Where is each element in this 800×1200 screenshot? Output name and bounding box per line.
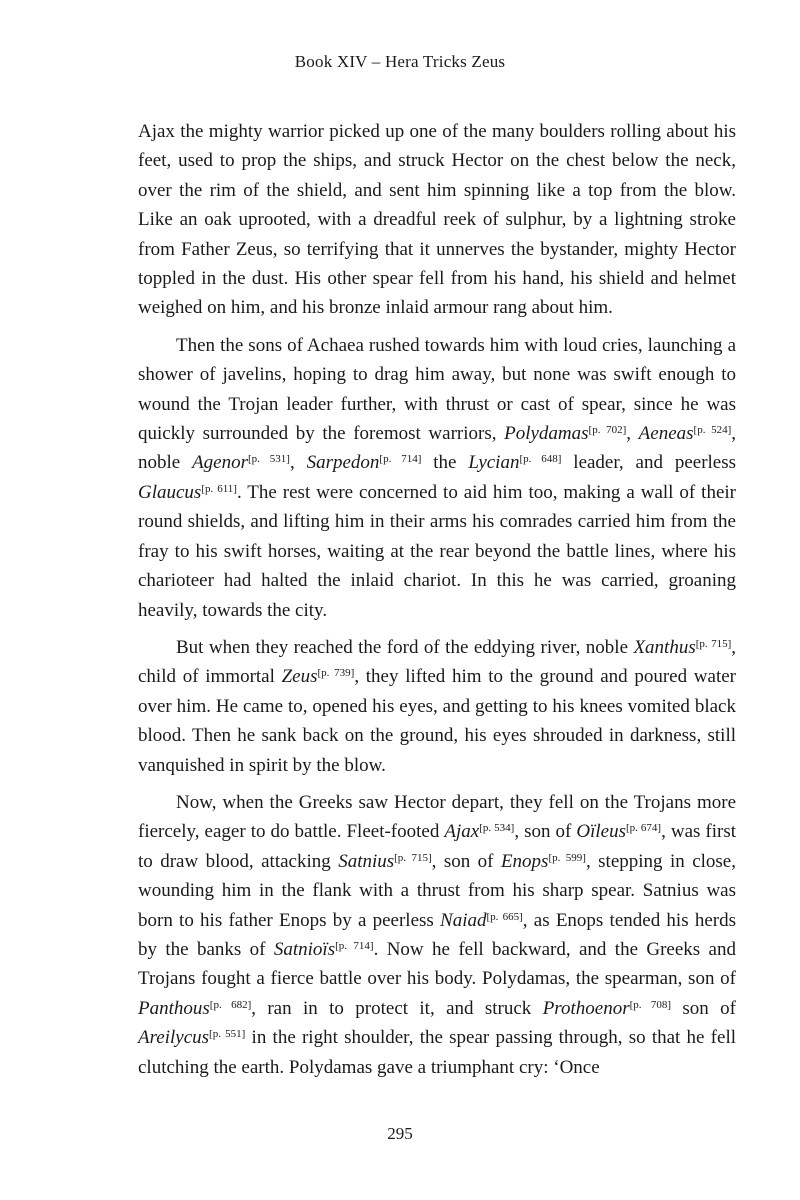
text-run: But when they reached the ford of the eddying river, noble bbox=[176, 636, 634, 658]
name-term: Areilycus bbox=[138, 1027, 210, 1049]
name-term: Agenor bbox=[192, 452, 249, 474]
name-term: Xanthus bbox=[633, 636, 696, 658]
paragraph-2 bbox=[138, 331, 736, 625]
page-number: 295 bbox=[387, 1124, 413, 1143]
name-term: Prothoenor bbox=[542, 997, 630, 1019]
page-reference: [p. 534] bbox=[479, 822, 515, 835]
name-term: Polydamas bbox=[504, 423, 589, 445]
page-reference: [p. 531] bbox=[248, 453, 290, 466]
page-reference: [p. 551] bbox=[209, 1028, 246, 1041]
name-term: Ajax bbox=[444, 821, 480, 843]
name-term: Naiad bbox=[440, 909, 487, 931]
text-run: , they lifted him to the ground and poured water over him. He came to, opened his eyes, and getting to his knees vomited black blood. Then he sank back on the ground, his eyes shrouded in darkness, still vanquished in spirit by the blow. bbox=[138, 666, 737, 776]
page-reference: [p. 715] bbox=[695, 637, 732, 650]
paragraph-4 bbox=[138, 788, 736, 1082]
page-reference: [p. 599] bbox=[548, 851, 586, 864]
page-reference: [p. 714] bbox=[379, 453, 422, 466]
name-term: Satnioïs bbox=[273, 938, 336, 960]
text-run: leader, and peerless bbox=[561, 452, 737, 474]
running-head: Book XIV – Hera Tricks Zeus bbox=[294, 52, 506, 71]
text-run: , noble bbox=[138, 423, 736, 474]
text-run: , stepping in close, wounding him in the flank with a thrust from his sharp spear. Satnius was born to his father Enops by a peerless bbox=[138, 850, 736, 931]
text-run: , bbox=[626, 423, 639, 445]
page-reference: [p. 715] bbox=[394, 851, 432, 864]
page-reference: [p. 682] bbox=[209, 998, 252, 1011]
text-run: , son of bbox=[431, 850, 501, 872]
page-reference: [p. 739] bbox=[317, 667, 355, 680]
paragraph-3 bbox=[138, 633, 736, 780]
name-term: Aeneas bbox=[638, 423, 694, 445]
page-reference: [p. 674] bbox=[625, 822, 662, 835]
page-body bbox=[138, 117, 736, 1090]
name-term: Panthous bbox=[138, 997, 210, 1019]
text-run: . Now he fell backward, and the Greeks and Trojans fought a fierce battle over his body. Polydamas, the spearman, son of bbox=[138, 938, 736, 990]
text-run: in the right shoulder, the spear passing through, so that he fell clutching the earth. Polydamas gave a triumphant cry: ‘Once bbox=[138, 1027, 736, 1078]
text-run: , ran in to protect it, and struck bbox=[251, 997, 543, 1019]
name-term: Lycian bbox=[468, 452, 520, 474]
page-reference: [p. 611] bbox=[201, 482, 237, 495]
page-reference: [p. 714] bbox=[335, 939, 374, 952]
name-term: Zeus bbox=[281, 666, 318, 688]
text-run: Now, when the Greeks saw Hector depart, they fell on the Trojans more fiercely, eager to do battle. Fleet-footed bbox=[138, 791, 736, 843]
text-run: the bbox=[421, 452, 469, 474]
text-run: Ajax the mighty warrior picked up one of the many boulders rolling about his feet, used to prop the ships, and struck Hector on the chest below the neck, over the rim of the shield, and sent him spinning like a top from the blow. Like an oak uprooted, with a dreadful reek of sulphur, by a lightning stroke from Father Zeus, so terrifying that it unnerves the bystander, mighty Hector toppled in the dust. His other spear fell from his hand, his shield and helmet weighed on him, and his bronze inlaid armour rang about him. bbox=[138, 121, 736, 319]
text-run: Then the sons of Achaea rushed towards him with loud cries, launching a shower of javelins, hoping to drag him away, but none was swift enough to wound the Trojan leader further, with thrust or cast of spear, since he was quickly surrounded by the foremost warriors, bbox=[138, 334, 736, 445]
page-reference: [p. 665] bbox=[486, 910, 523, 923]
text-run: , bbox=[289, 452, 307, 474]
page-reference: [p. 708] bbox=[629, 998, 672, 1011]
text-run: , child of immortal bbox=[138, 636, 737, 688]
name-term: Enops bbox=[500, 850, 549, 872]
text-run: . The rest were concerned to aid him too, making a wall of their round shields, and lifting him in their arms his comrades carried him from the fray to his swift horses, waiting at the rear beyond the battle lines, where his charioteer had halted the inlaid chariot. In this he was carried, groaning heavily, towards the city. bbox=[138, 481, 736, 621]
text-run: , was first to draw blood, attacking bbox=[138, 821, 737, 872]
name-term: Glaucus bbox=[138, 481, 202, 503]
name-term: Satnius bbox=[338, 850, 395, 872]
page-reference: [p. 524] bbox=[693, 424, 732, 437]
text-run: , son of bbox=[514, 821, 577, 843]
page-reference: [p. 648] bbox=[519, 453, 562, 466]
text-run: son of bbox=[671, 997, 737, 1019]
name-term: Sarpedon bbox=[306, 452, 380, 474]
paragraph-1 bbox=[138, 117, 736, 323]
name-term: Oïleus bbox=[576, 821, 626, 843]
page-reference: [p. 702] bbox=[588, 424, 627, 437]
text-run: , as Enops tended his herds by the banks of bbox=[138, 909, 736, 960]
